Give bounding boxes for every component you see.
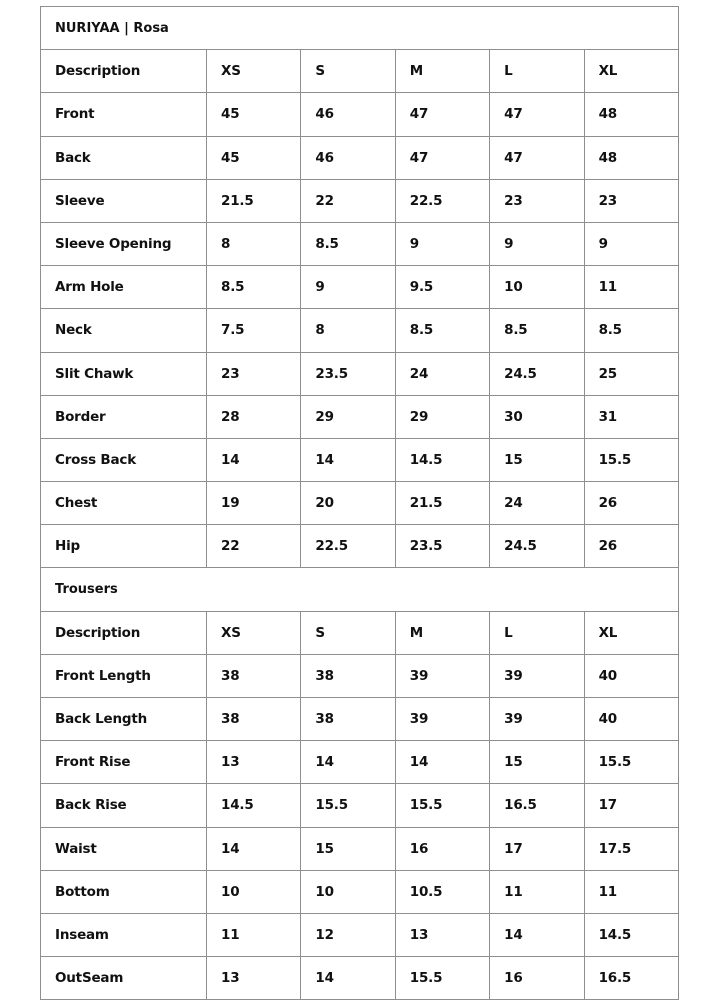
measurement-value: 11 (584, 870, 678, 913)
trousers-header-row (41, 611, 679, 654)
trousers-measurement-row (41, 870, 679, 913)
measurement-label: Sleeve Opening (41, 222, 207, 265)
measurement-value: 9 (301, 266, 395, 309)
column-header-size: XL (584, 50, 678, 93)
measurement-label: Front Length (41, 654, 207, 697)
kurta-measurement-row (41, 525, 679, 568)
measurement-value: 16 (490, 957, 584, 1000)
measurement-value: 21.5 (207, 179, 301, 222)
measurement-value: 9 (490, 222, 584, 265)
measurement-value: 16.5 (584, 957, 678, 1000)
column-header-size: S (301, 50, 395, 93)
section-title-trousers: Trousers (41, 568, 679, 611)
measurement-label: Back (41, 136, 207, 179)
measurement-label: Hip (41, 525, 207, 568)
measurement-value: 11 (584, 266, 678, 309)
measurement-value: 23.5 (395, 525, 489, 568)
measurement-value: 23 (207, 352, 301, 395)
measurement-value: 8 (207, 222, 301, 265)
measurement-value: 8.5 (301, 222, 395, 265)
kurta-measurement-row (41, 136, 679, 179)
measurement-value: 47 (490, 93, 584, 136)
column-header-size: M (395, 611, 489, 654)
measurement-value: 14.5 (207, 784, 301, 827)
measurement-value: 10 (490, 266, 584, 309)
trousers-measurement-row (41, 957, 679, 1000)
measurement-value: 15.5 (395, 784, 489, 827)
kurta-measurement-row (41, 266, 679, 309)
measurement-value: 10.5 (395, 870, 489, 913)
column-header-size: M (395, 50, 489, 93)
measurement-label: Neck (41, 309, 207, 352)
measurement-value: 48 (584, 136, 678, 179)
measurement-value: 11 (207, 913, 301, 956)
measurement-value: 9.5 (395, 266, 489, 309)
measurement-label: Front Rise (41, 741, 207, 784)
title-row (41, 7, 679, 50)
measurement-value: 13 (207, 957, 301, 1000)
measurement-value: 15.5 (395, 957, 489, 1000)
measurement-label: OutSeam (41, 957, 207, 1000)
measurement-value: 14 (395, 741, 489, 784)
kurta-measurement-row (41, 93, 679, 136)
measurement-value: 39 (490, 654, 584, 697)
column-header-size: L (490, 611, 584, 654)
measurement-value: 14 (301, 438, 395, 481)
measurement-value: 24 (395, 352, 489, 395)
measurement-value: 28 (207, 395, 301, 438)
kurta-measurement-row (41, 482, 679, 525)
measurement-label: Sleeve (41, 179, 207, 222)
measurement-value: 24.5 (490, 352, 584, 395)
measurement-value: 46 (301, 93, 395, 136)
measurement-value: 17.5 (584, 827, 678, 870)
column-header-size: XL (584, 611, 678, 654)
column-header-description: Description (41, 611, 207, 654)
measurement-label: Back Length (41, 698, 207, 741)
measurement-value: 15.5 (301, 784, 395, 827)
measurement-value: 9 (584, 222, 678, 265)
measurement-value: 40 (584, 698, 678, 741)
measurement-label: Inseam (41, 913, 207, 956)
measurement-value: 8.5 (207, 266, 301, 309)
measurement-value: 38 (301, 654, 395, 697)
measurement-label: Bottom (41, 870, 207, 913)
kurta-header-row (41, 50, 679, 93)
measurement-value: 22.5 (395, 179, 489, 222)
measurement-value: 14.5 (584, 913, 678, 956)
measurement-value: 24.5 (490, 525, 584, 568)
size-chart-body (41, 7, 679, 1000)
measurement-value: 48 (584, 93, 678, 136)
measurement-label: Back Rise (41, 784, 207, 827)
trousers-measurement-row (41, 784, 679, 827)
measurement-label: Front (41, 93, 207, 136)
measurement-value: 16 (395, 827, 489, 870)
measurement-value: 31 (584, 395, 678, 438)
column-header-size: S (301, 611, 395, 654)
measurement-value: 15 (490, 438, 584, 481)
measurement-value: 17 (490, 827, 584, 870)
measurement-value: 38 (207, 654, 301, 697)
measurement-value: 29 (395, 395, 489, 438)
measurement-value: 8 (301, 309, 395, 352)
kurta-measurement-row (41, 222, 679, 265)
measurement-value: 19 (207, 482, 301, 525)
measurement-value: 22.5 (301, 525, 395, 568)
measurement-value: 39 (395, 654, 489, 697)
kurta-measurement-row (41, 438, 679, 481)
measurement-value: 10 (301, 870, 395, 913)
trousers-measurement-row (41, 913, 679, 956)
measurement-value: 15 (301, 827, 395, 870)
measurement-label: Arm Hole (41, 266, 207, 309)
measurement-value: 45 (207, 136, 301, 179)
measurement-value: 9 (395, 222, 489, 265)
trousers-measurement-row (41, 827, 679, 870)
section-title-row (41, 568, 679, 611)
measurement-value: 20 (301, 482, 395, 525)
measurement-value: 47 (395, 136, 489, 179)
measurement-value: 13 (395, 913, 489, 956)
column-header-size: XS (207, 611, 301, 654)
measurement-value: 16.5 (490, 784, 584, 827)
measurement-value: 39 (490, 698, 584, 741)
measurement-value: 14 (207, 827, 301, 870)
measurement-value: 45 (207, 93, 301, 136)
measurement-value: 14 (301, 957, 395, 1000)
measurement-value: 26 (584, 525, 678, 568)
trousers-measurement-row (41, 654, 679, 697)
measurement-label: Waist (41, 827, 207, 870)
measurement-value: 17 (584, 784, 678, 827)
measurement-value: 26 (584, 482, 678, 525)
measurement-value: 21.5 (395, 482, 489, 525)
measurement-value: 22 (301, 179, 395, 222)
measurement-value: 38 (301, 698, 395, 741)
measurement-value: 47 (395, 93, 489, 136)
measurement-value: 23 (584, 179, 678, 222)
measurement-value: 22 (207, 525, 301, 568)
measurement-value: 13 (207, 741, 301, 784)
measurement-value: 30 (490, 395, 584, 438)
measurement-value: 46 (301, 136, 395, 179)
kurta-measurement-row (41, 395, 679, 438)
measurement-value: 11 (490, 870, 584, 913)
measurement-value: 12 (301, 913, 395, 956)
measurement-value: 7.5 (207, 309, 301, 352)
measurement-value: 10 (207, 870, 301, 913)
measurement-value: 40 (584, 654, 678, 697)
measurement-value: 23 (490, 179, 584, 222)
measurement-label: Border (41, 395, 207, 438)
measurement-label: Chest (41, 482, 207, 525)
trousers-measurement-row (41, 698, 679, 741)
kurta-measurement-row (41, 179, 679, 222)
size-chart-table (40, 6, 679, 1000)
measurement-value: 8.5 (584, 309, 678, 352)
measurement-value: 39 (395, 698, 489, 741)
measurement-value: 14 (207, 438, 301, 481)
measurement-value: 47 (490, 136, 584, 179)
measurement-value: 15.5 (584, 438, 678, 481)
measurement-label: Cross Back (41, 438, 207, 481)
measurement-value: 8.5 (395, 309, 489, 352)
measurement-value: 15 (490, 741, 584, 784)
measurement-value: 25 (584, 352, 678, 395)
kurta-measurement-row (41, 352, 679, 395)
measurement-value: 29 (301, 395, 395, 438)
column-header-size: L (490, 50, 584, 93)
measurement-value: 15.5 (584, 741, 678, 784)
product-title: NURIYAA | Rosa (41, 7, 679, 50)
kurta-measurement-row (41, 309, 679, 352)
measurement-value: 38 (207, 698, 301, 741)
measurement-value: 24 (490, 482, 584, 525)
measurement-value: 14 (490, 913, 584, 956)
measurement-value: 14.5 (395, 438, 489, 481)
column-header-size: XS (207, 50, 301, 93)
measurement-value: 23.5 (301, 352, 395, 395)
trousers-measurement-row (41, 741, 679, 784)
measurement-value: 14 (301, 741, 395, 784)
measurement-label: Slit Chawk (41, 352, 207, 395)
measurement-value: 8.5 (490, 309, 584, 352)
column-header-description: Description (41, 50, 207, 93)
